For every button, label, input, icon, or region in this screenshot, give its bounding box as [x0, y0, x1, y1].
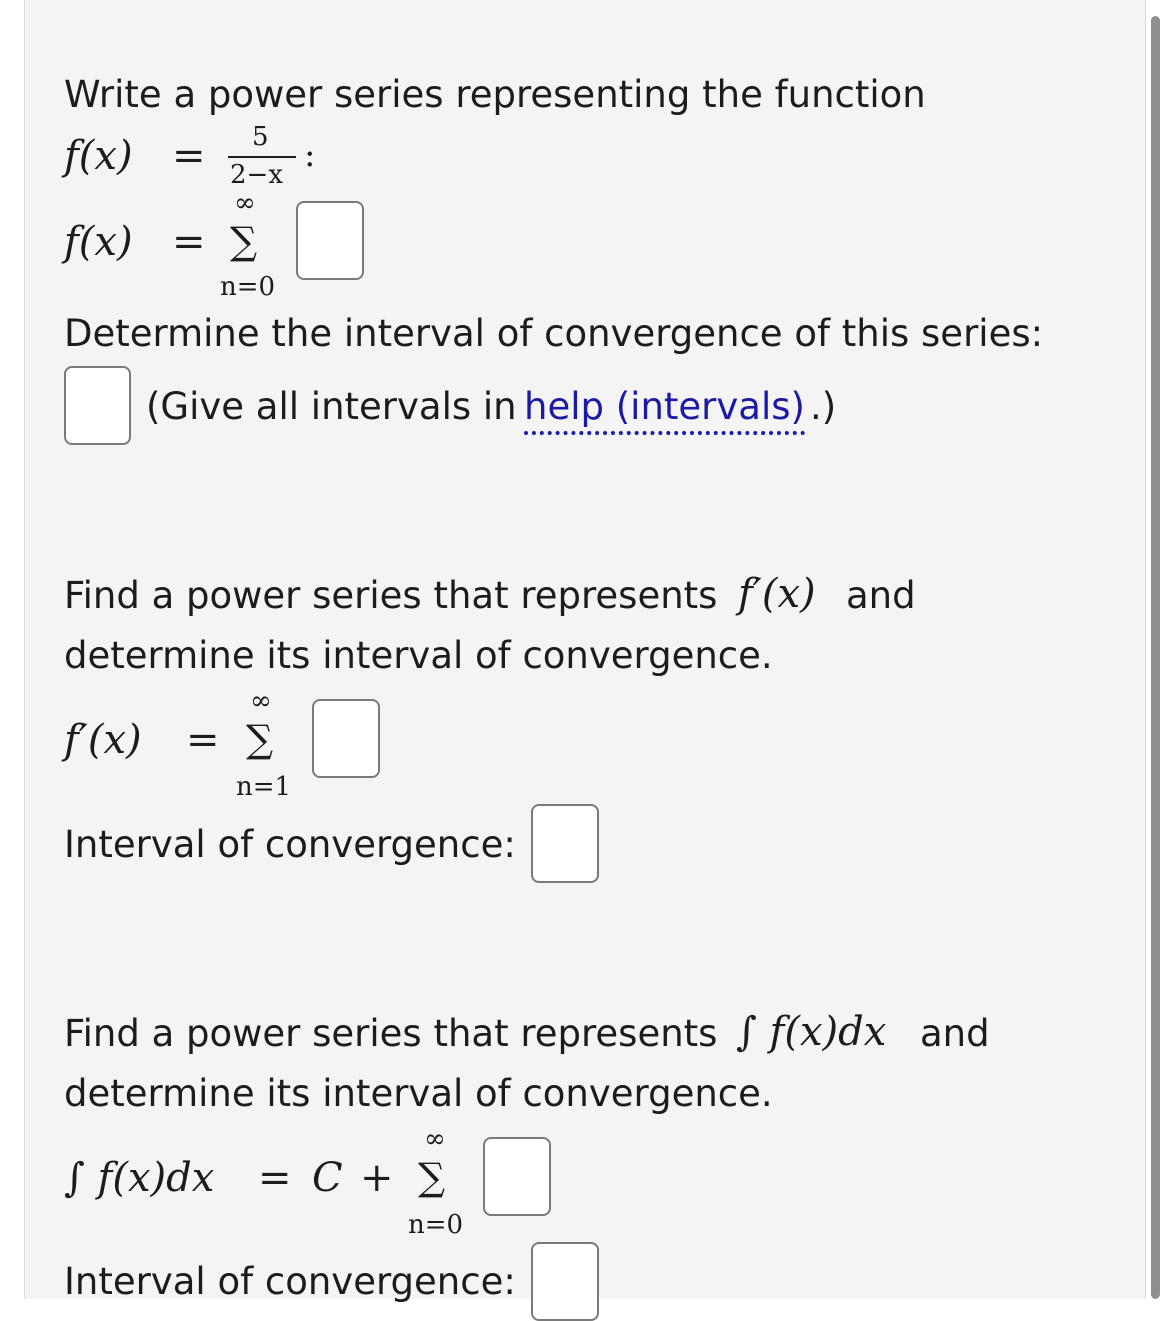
integral-series-lhs: ∫ f(x)dx — [64, 1155, 215, 1201]
derivative-summation-symbol: ∑ — [246, 717, 274, 761]
integration-constant: C — [312, 1155, 343, 1201]
sum-lower-index: n=0 — [220, 272, 276, 302]
summation-symbol: ∑ — [230, 219, 258, 263]
derivative-series-equals: = — [186, 717, 220, 763]
part1-equals: = — [172, 133, 206, 179]
interval-prompt: Determine the interval of convergence of this series: — [64, 312, 1044, 355]
part1-instruction: Write a power series representing the function — [64, 73, 926, 116]
help-intervals-link[interactable]: help (intervals) — [524, 388, 805, 435]
derivative-series-answer-input[interactable] — [312, 699, 380, 778]
part3-line1-suffix: and — [920, 1012, 990, 1055]
function-colon: : — [304, 135, 316, 175]
integral-summation-symbol: ∑ — [418, 1155, 446, 1199]
derivative-sum-lower: n=1 — [236, 772, 292, 802]
integral-series-equals: = — [258, 1155, 292, 1201]
part3-line2: determine its interval of convergence. — [64, 1072, 773, 1115]
derivative-interval-answer-input[interactable] — [531, 804, 599, 883]
integral-series-answer-input[interactable] — [483, 1137, 551, 1216]
fraction-bar — [228, 156, 296, 158]
part1-function-lhs: f(x) — [64, 133, 133, 179]
interval-hint-prefix: (Give all intervals in — [146, 385, 517, 428]
vertical-scrollbar[interactable] — [1151, 16, 1160, 1299]
interval-hint-suffix: .) — [810, 385, 837, 428]
part3-line1-prefix: Find a power series that represents — [64, 1012, 718, 1055]
integral-sum-lower: n=0 — [408, 1210, 464, 1240]
integral-plus-sign: + — [360, 1155, 394, 1201]
derivative-sum-upper: ∞ — [250, 686, 272, 716]
sum-upper-infinity: ∞ — [234, 188, 256, 218]
derivative-interval-label: Interval of convergence: — [64, 823, 516, 866]
integral-interval-answer-input[interactable] — [531, 1242, 599, 1321]
interval-answer-input[interactable] — [64, 366, 131, 445]
fraction-numerator: 5 — [252, 122, 269, 152]
part2-line1-math: f′(x) — [738, 571, 816, 617]
integral-sum-upper: ∞ — [424, 1124, 446, 1154]
derivative-series-lhs: f′(x) — [64, 717, 142, 763]
part3-line1-math: ∫ f(x)dx — [736, 1009, 887, 1055]
part2-line1-prefix: Find a power series that represents — [64, 574, 718, 617]
fraction-denominator: 2−x — [230, 160, 283, 190]
part2-line1-suffix: and — [846, 574, 916, 617]
part2-line2: determine its interval of convergence. — [64, 634, 773, 677]
integral-interval-label: Interval of convergence: — [64, 1260, 516, 1303]
series-lhs: f(x) — [64, 219, 133, 265]
series-answer-input[interactable] — [296, 201, 364, 280]
series-equals: = — [172, 219, 206, 265]
